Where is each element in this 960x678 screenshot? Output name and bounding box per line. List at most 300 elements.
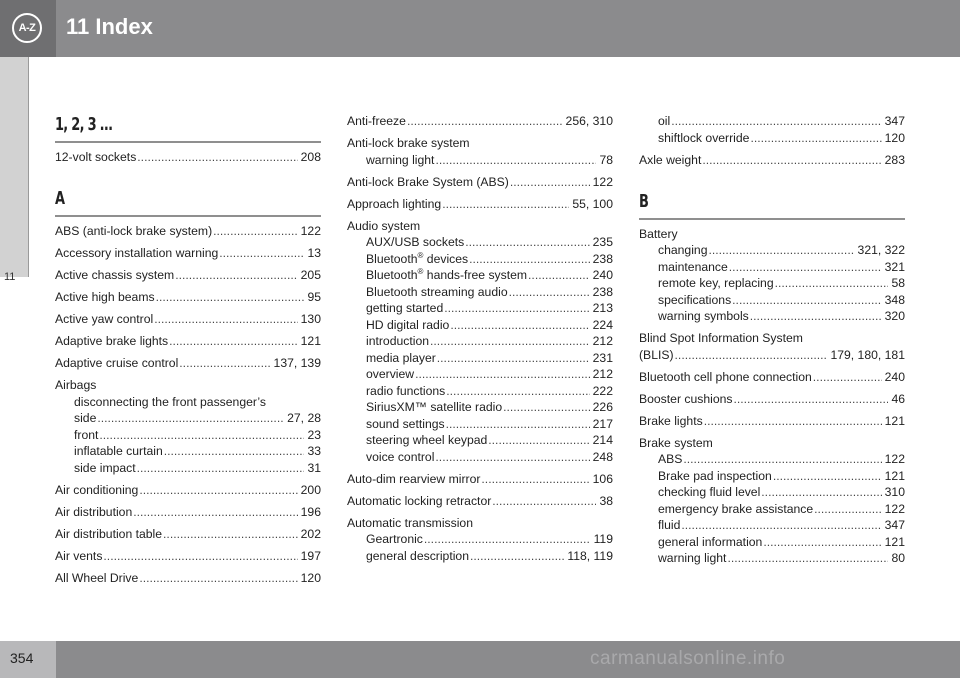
index-term (347, 196, 441, 213)
index-term (74, 394, 266, 411)
section-divider (55, 215, 321, 217)
dot-leader (164, 443, 305, 460)
index-term (347, 174, 509, 191)
index-entry (639, 152, 905, 169)
term-text: checking fluid level (658, 485, 761, 499)
dot-leader (509, 284, 590, 301)
header-badge (0, 0, 56, 57)
term-text: Airbags (55, 378, 97, 392)
page-reference: 348 (884, 292, 905, 307)
dot-leader (510, 174, 590, 191)
term-text: HD digital radio (366, 317, 450, 332)
dot-leader (814, 501, 882, 518)
page-reference: 119 (593, 532, 613, 546)
page-reference: 320 (884, 309, 905, 323)
index-subentry (347, 399, 613, 416)
term-text: ABS (anti-lock brake system) (55, 224, 213, 238)
index-term (55, 482, 138, 499)
index-term (366, 383, 445, 400)
term-text: Geartronic (366, 532, 423, 546)
section-divider (55, 141, 321, 143)
index-subentry (347, 267, 613, 284)
index-entry (55, 504, 321, 521)
index-term (55, 223, 212, 240)
index-term (366, 432, 487, 449)
index-term (639, 413, 703, 430)
index-term (74, 460, 136, 477)
index-term (55, 377, 96, 394)
index-term-line (55, 355, 321, 372)
term-text-suffix: hands-free system (423, 268, 528, 282)
page-reference: 118, 119 (567, 548, 613, 563)
index-term-line (55, 289, 321, 306)
index-entry (55, 482, 321, 499)
index-term (658, 130, 749, 147)
index-term (658, 259, 728, 276)
index-term (658, 501, 813, 518)
index-subentry (55, 427, 321, 444)
index-entry (639, 413, 905, 430)
index-entry (639, 435, 905, 567)
index-term-line (639, 435, 905, 452)
index-term (55, 504, 132, 521)
page-reference: 13 (307, 246, 321, 260)
index-entry (347, 471, 613, 488)
index-entry (347, 174, 613, 191)
page-reference: 240 (592, 268, 613, 282)
term-text: Anti-freeze (347, 114, 406, 128)
index-subentry (639, 242, 905, 259)
index-entry (55, 311, 321, 328)
index-term-line (347, 113, 613, 130)
watermark: carmanualsonline.info (590, 648, 786, 669)
index-entry (55, 377, 321, 476)
term-text: Active high beams (55, 290, 155, 304)
page-reference: 240 (884, 369, 905, 384)
index-term-line (55, 504, 321, 521)
page-reference: 179, 180, 181 (830, 347, 905, 362)
page-reference: 137, 139 (273, 356, 321, 370)
dot-leader (442, 196, 569, 213)
dot-leader (450, 317, 589, 334)
term-text: introduction (366, 334, 430, 348)
term-text: Bluetooth (366, 268, 418, 282)
index-subentry (639, 550, 905, 567)
dot-leader (133, 504, 297, 521)
term-text: general information (658, 534, 763, 549)
dot-leader (163, 526, 298, 543)
page-reference: 248 (592, 449, 613, 464)
dot-leader (169, 333, 298, 350)
term-text: general description (366, 548, 469, 563)
dot-leader (763, 534, 881, 551)
index-term (366, 300, 443, 317)
dot-leader (734, 391, 889, 408)
dot-leader (704, 413, 882, 430)
term-text: inflatable curtain (74, 444, 163, 458)
term-text: voice control (366, 449, 435, 464)
index-term-line (55, 267, 321, 284)
page-reference: 222 (592, 383, 613, 398)
index-entry (639, 391, 905, 408)
page-reference: 58 (891, 276, 905, 290)
index-term-line (639, 330, 905, 347)
term-text: Air vents (55, 548, 103, 563)
index-term (366, 449, 434, 466)
index-entry (347, 135, 613, 168)
dot-leader (137, 460, 305, 477)
page-reference: 235 (592, 235, 613, 249)
page-reference: 197 (300, 548, 321, 563)
index-term (658, 275, 774, 292)
page-reference: 226 (592, 400, 613, 414)
page-reference: 122 (300, 224, 321, 238)
term-text: SiriusXM™ satellite radio (366, 400, 503, 414)
term-text: oil (658, 114, 671, 128)
index-entry (639, 330, 905, 363)
dot-leader (437, 350, 590, 367)
page-reference: 283 (884, 152, 905, 167)
index-entry (55, 526, 321, 543)
index-term (639, 152, 701, 169)
dot-leader (481, 471, 589, 488)
index-subentry (347, 383, 613, 400)
index-entry (639, 113, 905, 146)
index-subentry (639, 468, 905, 485)
index-subentry (347, 416, 613, 433)
dot-leader (137, 149, 297, 166)
page-reference: 231 (592, 350, 613, 365)
index-subentry (347, 152, 613, 169)
index-term-line (639, 226, 905, 243)
index-term-line (55, 223, 321, 240)
page-reference: 321, 322 (857, 243, 905, 257)
index-subentry (347, 251, 613, 268)
dot-leader (156, 289, 305, 306)
index-term (55, 245, 218, 262)
section-heading: 1, 2, 3 ... (55, 114, 113, 135)
index-term-line (639, 152, 905, 169)
index-subentry (347, 366, 613, 383)
page-reference: 122 (884, 452, 905, 466)
index-term-line (55, 526, 321, 543)
index-term-line (347, 493, 613, 510)
index-subentry (347, 350, 613, 367)
dot-leader (219, 245, 304, 262)
index-term (55, 548, 102, 565)
index-subentry (347, 531, 613, 548)
term-text: disconnecting the front passenger’s (74, 394, 266, 409)
term-text: warning light (658, 551, 727, 565)
index-term (639, 330, 803, 347)
dot-leader (139, 570, 297, 587)
term-text: Anti-lock Brake System (ABS) (347, 174, 509, 189)
term-text: front (74, 427, 99, 442)
page-reference: 214 (592, 433, 613, 447)
index-term (366, 251, 468, 268)
index-term-line (639, 369, 905, 386)
term-text: Air conditioning (55, 482, 139, 497)
section-gap (639, 174, 905, 190)
index-subentry (639, 130, 905, 147)
index-term (639, 435, 713, 452)
index-term (366, 366, 414, 383)
index-term (55, 267, 174, 284)
index-term (74, 427, 98, 444)
page-reference: 120 (884, 130, 905, 145)
index-term-line (55, 149, 321, 166)
dot-leader (154, 311, 297, 328)
index-term (55, 355, 178, 372)
index-term (658, 308, 749, 325)
term-text: steering wheel keypad (366, 433, 488, 447)
index-entry (347, 196, 613, 213)
page-reference: 217 (592, 416, 613, 431)
term-text: maintenance (658, 259, 728, 274)
term-text: media player (366, 350, 436, 365)
index-term (658, 113, 670, 130)
section-heading: A (55, 188, 65, 209)
index-term (366, 548, 469, 565)
index-subentry (639, 451, 905, 468)
term-text: Automatic locking retractor (347, 493, 492, 508)
dot-leader (708, 242, 854, 259)
term-text: Active chassis system (55, 268, 175, 282)
dot-leader (773, 468, 882, 485)
term-text: Battery (639, 226, 678, 241)
page-reference: 46 (891, 391, 905, 406)
page-reference: 200 (300, 482, 321, 497)
page-reference: 33 (307, 444, 321, 458)
page-reference: 224 (592, 317, 613, 332)
section-heading: B (639, 190, 649, 212)
term-text: shiftlock override (658, 130, 750, 145)
index-subentry (55, 394, 321, 411)
index-entry (55, 245, 321, 262)
term-text: AUX/USB sockets (366, 235, 465, 249)
term-text: Auto-dim rearview mirror (347, 471, 481, 486)
page-reference: 347 (884, 518, 905, 532)
dot-leader (179, 355, 270, 372)
dot-leader (103, 548, 297, 565)
term-text: Adaptive cruise control (55, 356, 179, 370)
index-term (639, 347, 674, 364)
index-term (639, 391, 733, 408)
dot-leader (97, 410, 284, 427)
dot-leader (761, 484, 881, 501)
index-term (366, 284, 508, 301)
dot-leader (702, 152, 881, 169)
term-text: Booster cushions (639, 391, 733, 406)
index-term (347, 113, 406, 130)
index-term (639, 226, 678, 243)
term-text: Adaptive brake lights (55, 334, 169, 348)
index-term-line (347, 515, 613, 532)
term-text: Brake system (639, 435, 713, 450)
index-entry (347, 113, 613, 130)
page-reference: 205 (300, 268, 321, 282)
dot-leader (415, 366, 590, 383)
term-text: sound settings (366, 416, 445, 431)
page-reference: 213 (592, 301, 613, 315)
dot-leader (683, 451, 881, 468)
term-text: remote key, replacing (658, 276, 774, 290)
index-term-line (639, 347, 905, 364)
page-reference: 310 (884, 485, 905, 499)
term-text: 12-volt sockets (55, 150, 137, 164)
index-term (55, 289, 155, 306)
registered-mark: ® (417, 266, 424, 276)
page-reference: 130 (300, 312, 321, 326)
term-text: Axle weight (639, 152, 702, 167)
index-term-line (347, 135, 613, 152)
a-z-icon: A-Z (12, 13, 42, 43)
page-reference: 208 (300, 150, 321, 164)
dot-leader (446, 383, 589, 400)
index-entry (55, 548, 321, 565)
index-term (366, 152, 434, 169)
term-text: specifications (658, 292, 732, 307)
index-term-line (55, 311, 321, 328)
term-text: Blind Spot Information System (639, 331, 803, 345)
page-reference: 95 (307, 290, 321, 304)
dot-leader (813, 369, 882, 386)
index-subentry (639, 484, 905, 501)
dot-leader (727, 550, 888, 567)
index-entry (55, 223, 321, 240)
page-reference: 27, 28 (287, 411, 321, 425)
dot-leader (99, 427, 304, 444)
term-text-suffix: devices (423, 251, 469, 266)
dot-leader (732, 292, 881, 309)
index-term (366, 333, 429, 350)
index-term (74, 410, 96, 427)
index-entry (55, 289, 321, 306)
index-term-line (347, 218, 613, 235)
page-reference: 106 (592, 471, 613, 486)
index-subentry (639, 534, 905, 551)
page-title: 11 Index (66, 14, 153, 39)
index-subentry (347, 284, 613, 301)
dot-leader (470, 548, 564, 565)
index-term-line (55, 570, 321, 587)
index-column-2 (347, 113, 613, 570)
dot-leader (407, 113, 563, 130)
term-text: warning light (366, 152, 435, 167)
page-reference: 78 (599, 152, 613, 167)
dot-leader (175, 267, 297, 284)
index-term (658, 550, 726, 567)
dot-leader (775, 275, 889, 292)
index-term-line (55, 482, 321, 499)
page-reference: 23 (307, 427, 321, 442)
index-subentry (639, 308, 905, 325)
term-text: emergency brake assistance (658, 501, 814, 516)
term-text: Air distribution (55, 504, 133, 519)
index-term-line (347, 471, 613, 488)
index-term (366, 234, 464, 251)
page-reference: 212 (592, 367, 613, 381)
dot-leader (213, 223, 298, 240)
index-term (347, 135, 470, 152)
term-text: overview (366, 367, 415, 381)
index-term (658, 534, 762, 551)
index-term (658, 468, 772, 485)
index-entry (347, 515, 613, 565)
dot-leader (424, 531, 591, 548)
dot-leader (675, 347, 828, 364)
index-subentry (55, 443, 321, 460)
index-entry (639, 369, 905, 386)
index-term (366, 399, 502, 416)
term-text: All Wheel Drive (55, 570, 139, 585)
index-entry (55, 570, 321, 587)
term-text: Brake pad inspection (658, 468, 772, 483)
index-term (55, 333, 168, 350)
dot-leader (430, 333, 590, 350)
chapter-tab-label: 11 (4, 271, 16, 283)
page-reference: 238 (592, 251, 613, 266)
index-term (55, 311, 153, 328)
index-entry (55, 267, 321, 284)
registered-mark: ® (417, 250, 424, 260)
index-entry (55, 355, 321, 372)
dot-leader (681, 517, 881, 534)
dot-leader (446, 416, 590, 433)
dot-leader (492, 493, 596, 510)
term-text: Accessory installation warning (55, 246, 219, 260)
term-text: warning symbols (658, 309, 749, 323)
page-reference: 38 (599, 493, 613, 508)
index-subentry (347, 300, 613, 317)
index-subentry (55, 410, 321, 427)
dot-leader (750, 130, 881, 147)
index-entry (55, 149, 321, 166)
page-reference: 55, 100 (572, 196, 613, 211)
term-text: fluid (658, 518, 681, 532)
page-reference: 121 (300, 334, 321, 348)
dot-leader (435, 449, 589, 466)
index-subentry (347, 432, 613, 449)
index-subentry (639, 517, 905, 534)
index-term (366, 350, 436, 367)
page-footer (0, 641, 960, 678)
page-reference: 321 (884, 259, 905, 274)
index-term-line (347, 174, 613, 191)
page-reference: 121 (884, 534, 905, 549)
index-subentry (347, 333, 613, 350)
page-number: 354 (10, 650, 34, 666)
page-reference: 202 (300, 526, 321, 541)
index-term (55, 570, 138, 587)
index-term (366, 317, 449, 334)
index-subentry (347, 449, 613, 466)
term-text: Brake lights (639, 413, 703, 428)
term-text: ABS (658, 452, 683, 466)
dot-leader (139, 482, 297, 499)
page-reference: 80 (891, 551, 905, 565)
section-gap (55, 171, 321, 187)
index-subentry (347, 548, 613, 565)
index-term (55, 526, 162, 543)
term-text: (BLIS) (639, 347, 674, 362)
index-term (658, 517, 680, 534)
dot-leader (750, 308, 882, 325)
term-text: Bluetooth (366, 251, 418, 266)
index-subentry (639, 259, 905, 276)
dot-leader (444, 300, 589, 317)
term-text: Bluetooth cell phone connection (639, 369, 812, 384)
